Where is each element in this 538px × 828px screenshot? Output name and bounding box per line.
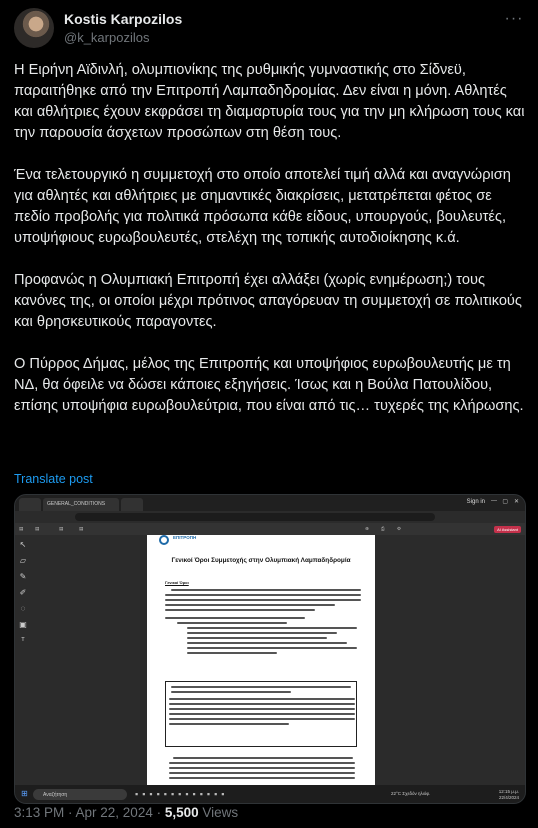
tweet-paragraph: Ο Πύρρος Δήμας, μέλος της Επιτροπής και υποψήφιος ευρωβουλευτής με τη ΝΔ, θα όφειλε να δώσει κάποιες εξηγήσεις. Ίσως και η Βούλα Πατουλίδου, επίσης υποψήφια ευρωβουλεύτρια, που είναι από τις… τυχερές της κλήρωσης. xyxy=(14,356,524,414)
toolbar-icon[interactable]: ⚙ xyxy=(397,526,402,531)
windows-taskbar xyxy=(15,785,525,804)
views-label: Views xyxy=(202,805,239,820)
pdf-text-line xyxy=(187,642,347,644)
olympic-committee-logo xyxy=(159,535,169,545)
tweet-paragraph: Προφανώς η Ολυμπιακή Επιτροπή έχει αλλάξει (χωρίς ενημέρωση;) τους κανόνες της, οι οποίοι μέχρι πρότινος απαγόρευαν τη συμμετοχή σε πολιτικούς και θρησκευτικούς παραγοντες. xyxy=(14,272,522,330)
browser-tab[interactable] xyxy=(121,498,143,511)
text-icon[interactable]: ᵀ xyxy=(21,636,25,645)
pdf-page xyxy=(147,535,375,785)
taskbar-date: 22/4/2024 xyxy=(498,795,519,800)
pdf-text-line xyxy=(187,627,357,629)
pdf-title: Γενικοί Όροι Συμμετοχής στην Ολυμπιακή Λαμπαδηδρομία xyxy=(171,557,351,564)
ai-assistant-button[interactable]: AI Assistant xyxy=(494,526,521,533)
tweet-meta xyxy=(14,805,238,820)
sign-in-button[interactable]: Sign in xyxy=(466,499,485,505)
tweet-timestamp[interactable]: 3:13 PM · Apr 22, 2024 xyxy=(14,805,153,820)
minimize-icon[interactable]: — xyxy=(491,498,497,504)
address-bar xyxy=(15,511,525,523)
meta-separator: · xyxy=(152,805,165,820)
pdf-text-line xyxy=(165,609,315,611)
pdf-text-line xyxy=(177,622,287,624)
pdf-text-line xyxy=(165,617,305,619)
author-name[interactable]: Kostis Karpozilos xyxy=(64,11,183,27)
toolbar-icon[interactable]: ▤ xyxy=(35,526,40,531)
pdf-text-line xyxy=(165,599,361,601)
translate-post-link[interactable]: Translate post xyxy=(14,472,93,486)
browser-tab-active[interactable] xyxy=(43,498,119,511)
pdf-tool-rail xyxy=(15,535,31,785)
eraser-icon[interactable]: ◌ xyxy=(20,604,26,613)
toolbar-icon[interactable]: ▤ xyxy=(79,526,84,531)
pdf-text-line xyxy=(187,647,357,649)
taskbar-app-icons[interactable]: ▪▪▪▪▪▪▪▪▪▪▪▪▪ xyxy=(135,789,229,799)
attached-image[interactable] xyxy=(14,494,526,804)
pdf-text-line xyxy=(173,757,353,759)
cursor-icon[interactable]: ↖ xyxy=(19,540,27,549)
pdf-text-line xyxy=(171,589,361,591)
pdf-text-line xyxy=(187,632,337,634)
toolbar-icon[interactable]: ⊕ xyxy=(365,526,369,531)
pdf-section-heading: Γενικοί Όροι xyxy=(165,580,189,585)
tab-label: GENERAL_CONDITIONS xyxy=(47,501,106,507)
url-input[interactable] xyxy=(75,513,435,521)
tweet-paragraph: Ένα τελετουργικό η συμμετοχή στο οποίο αποτελεί τιμή αλλά και αναγνώριση για αθλητές και αθλήτριες με σημαντικές διακρίσεις, μετατρέπεται φέτος σε πεδίο προβολής για πολιτικά πρόσωπα κάθε είδους, υπουργούς, βουλευτές, υποψήφιους ευρωβουλευτές, στελέχη της τοπικής αυτοδιοίκησης κ.ά. xyxy=(14,167,511,246)
pdf-org-name: ΕΠΙΤΡΟΠΗ xyxy=(173,535,197,540)
pdf-text-line xyxy=(169,767,355,769)
pen-icon[interactable]: ✎ xyxy=(19,572,27,581)
more-horizontal-icon[interactable]: ··· xyxy=(504,10,524,27)
tweet-header xyxy=(14,8,524,48)
pdf-text-line xyxy=(187,637,327,639)
pdf-text-line xyxy=(165,594,361,596)
tweet-paragraph: Η Ειρήνη Αϊδινλή, ολυμπιονίκης της ρυθμικής γυμναστικής στο Σίδνεϋ, παραιτήθηκε από την Επιτροπή Λαμπαδηδρομίας. Δεν είναι η μόνη. Αθλητές και αθλήτριες έχουν εκφράσει τη διαμαρτυρία τους για την μη κλήρωση τους και την παρουσία άσχετων προσώπων στη θέση τους. xyxy=(14,62,525,141)
windows-start-icon[interactable]: ⊞ xyxy=(21,789,28,798)
toolbar-icon[interactable]: ▤ xyxy=(59,526,64,531)
taskbar-time: 12:15 μ.μ. xyxy=(498,789,519,794)
taskbar-search-input[interactable] xyxy=(33,789,127,800)
close-icon[interactable]: ✕ xyxy=(513,499,519,505)
maximize-icon[interactable]: ▢ xyxy=(502,499,508,505)
pdf-text-line xyxy=(169,772,355,774)
highlighter-icon[interactable]: ✐ xyxy=(19,588,27,597)
taskbar-weather[interactable]: 22°C Σχεδόν ηλιόφ. xyxy=(391,791,431,796)
avatar[interactable] xyxy=(14,8,54,48)
pdf-text-line xyxy=(165,604,335,606)
toolbar-icon[interactable]: ▤ xyxy=(19,526,24,531)
comment-icon[interactable]: ▱ xyxy=(19,556,27,565)
pdf-highlighted-box xyxy=(165,681,357,747)
pdf-text-line xyxy=(187,652,277,654)
sign-icon[interactable]: ▣ xyxy=(19,620,27,629)
author-handle[interactable]: @k_karpozilos xyxy=(64,30,150,45)
taskbar-clock[interactable] xyxy=(499,789,519,801)
toolbar-icon[interactable]: ⎙ xyxy=(381,526,385,531)
taskbar-search-label: Αναζήτηση xyxy=(43,792,68,798)
pdf-toolbar xyxy=(15,523,525,535)
browser-tabbar xyxy=(15,495,525,511)
views-count: 5,500 xyxy=(164,805,199,820)
pdf-text-line xyxy=(169,762,355,764)
tweet-text xyxy=(14,60,526,417)
pdf-text-line xyxy=(169,777,355,779)
browser-tab[interactable] xyxy=(19,498,41,511)
